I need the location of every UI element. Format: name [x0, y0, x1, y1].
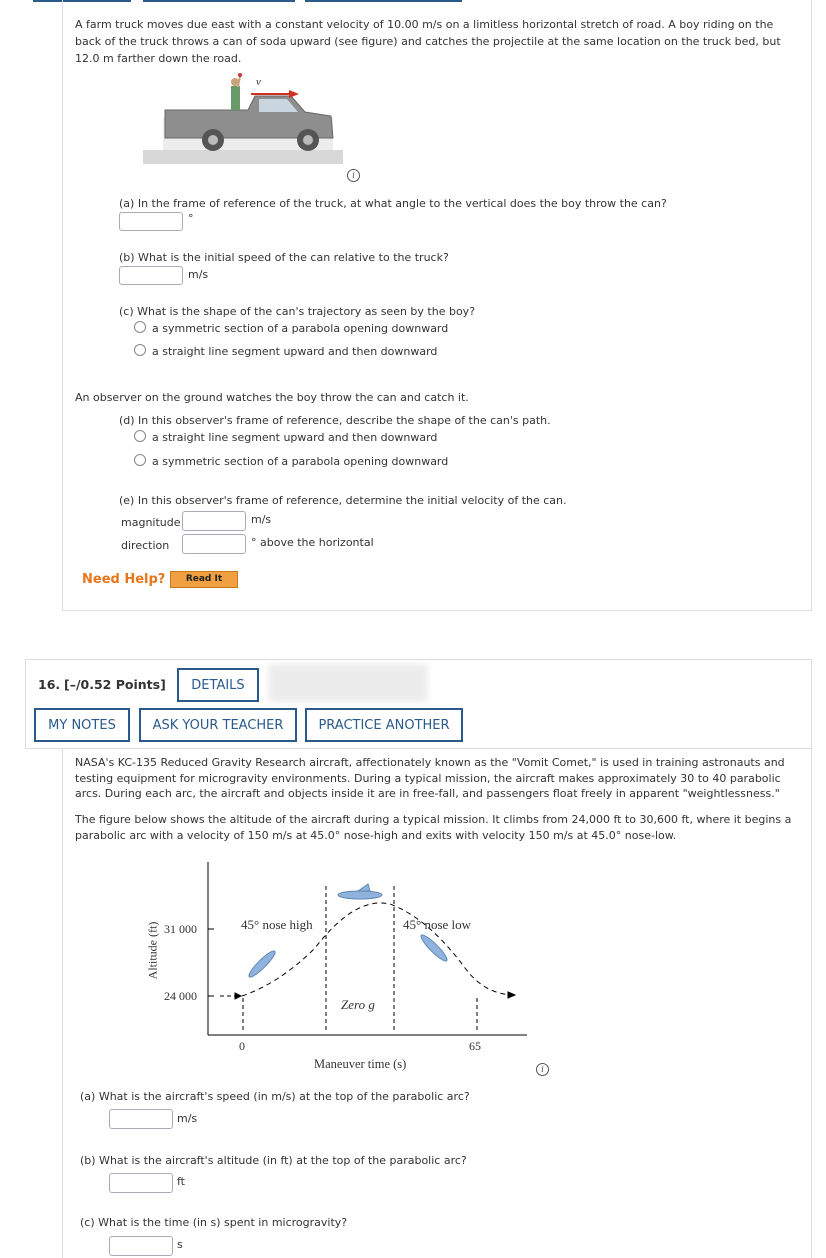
plane-top: [338, 891, 382, 899]
q16-part-b: (b) What is the aircraft's altitude (in ft) at the top of the parabolic arc?: [80, 1154, 467, 1167]
altitude-figure: [140, 858, 540, 1058]
c-opt1-label: a symmetric section of a parabola opening downward: [152, 322, 449, 335]
q15-part-e: (e) In this observer's frame of reference, determine the initial velocity of the can.: [119, 494, 567, 507]
direction-unit: ° above the horizontal: [251, 536, 374, 549]
zero-g-label: Zero g: [341, 997, 375, 1012]
q16-p2-line: parabolic arc with a velocity of 150 m/s at 45.0° nose-high and exits with velocity 150 m/s at 45.0° nose-low.: [75, 828, 677, 842]
q16-points: [–/0.52 Points]: [64, 677, 166, 692]
q16-p1-line: NASA's KC-135 Reduced Gravity Research aircraft, affectionately known as the "Vomit Comet," is used in training astronauts and: [75, 756, 785, 769]
q16-b-input[interactable]: [109, 1173, 173, 1193]
y-tick-low-label: 24 000: [164, 989, 197, 1003]
radio-c-opt2[interactable]: [134, 344, 146, 356]
ms-unit: m/s: [188, 268, 209, 281]
q15-intro-line: A farm truck moves due east with a constant velocity of 10.00 m/s on a limitless horizontal stretch of road. A boy riding on the: [75, 18, 774, 31]
magnitude-input[interactable]: [182, 511, 246, 531]
truck-figure: [143, 72, 343, 167]
x-tick-start-label: 0: [239, 1039, 245, 1053]
q15-intro-line: 12.0 m farther down the road.: [75, 52, 242, 65]
magnitude-label: magnitude: [121, 516, 181, 529]
q16-a-unit: m/s: [177, 1112, 198, 1125]
radio-c-opt1[interactable]: [134, 321, 146, 333]
boy-figure: [231, 86, 240, 110]
q16-c-unit: s: [177, 1238, 183, 1251]
q16-p2-line: The figure below shows the altitude of the aircraft during a typical mission. It climbs from 24,000 ft to 30,600 ft, where it begins a: [75, 813, 792, 826]
q16-a-input[interactable]: [109, 1109, 173, 1129]
q16-part-c: (c) What is the time (in s) spent in microgravity?: [80, 1216, 348, 1229]
velocity-label: v⃗: [256, 76, 270, 88]
ask-teacher-button[interactable]: ASK YOUR TEACHER: [139, 708, 297, 742]
q16-p1-line: arcs. During each arc, the aircraft and objects inside it are in free-fall, and passengers float freely in apparent "weightlessness.": [75, 787, 780, 800]
y-tick-high-label: 31 000: [164, 922, 197, 936]
soda-can: [238, 73, 242, 77]
q15-intro: [75, 16, 810, 67]
q16-part-a: (a) What is the aircraft's speed (in m/s) at the top of the parabolic arc?: [80, 1090, 470, 1103]
nose-low-label: 45° nose low: [403, 917, 472, 932]
my-notes-button[interactable]: MY NOTES: [34, 708, 130, 742]
q16-c-input[interactable]: [109, 1236, 173, 1256]
degree-unit: °: [188, 212, 194, 225]
direction-input[interactable]: [182, 534, 246, 554]
y-axis-label: Altitude (ft): [145, 921, 160, 980]
plane-nose-high: [246, 948, 277, 979]
q16-b-unit: ft: [177, 1175, 185, 1188]
q15-b-input[interactable]: [119, 266, 183, 285]
read-it-button[interactable]: Read It: [170, 571, 238, 588]
nose-high-label: 45° nose high: [241, 917, 313, 932]
q15-part-d: (d) In this observer's frame of reference, describe the shape of the can's path.: [119, 414, 551, 427]
q16-p1-line: testing equipment for microgravity environments. During a typical mission, the aircraft makes approximately 30 to 40 parabolic: [75, 771, 781, 785]
q16-paragraph-1: [75, 755, 810, 802]
need-help-label: Need Help?: [82, 572, 166, 587]
q16-paragraph-2: [75, 812, 810, 843]
plane-nose-low: [418, 932, 449, 963]
x-tick-end-label: 65: [469, 1039, 481, 1053]
d-opt1-label: a straight line segment upward and then downward: [152, 431, 438, 444]
q15-part-b: (b) What is the initial speed of the can relative to the truck?: [119, 251, 449, 264]
d-opt2-label: a symmetric section of a parabola opening downward: [152, 455, 449, 468]
road: [143, 150, 343, 164]
q16-number: 16.: [38, 677, 61, 692]
blurred-button: [268, 664, 428, 702]
c-opt2-label: a straight line segment upward and then downward: [152, 345, 438, 358]
info-icon[interactable]: i: [347, 169, 360, 182]
q15-part-c: (c) What is the shape of the can's trajectory as seen by the boy?: [119, 305, 476, 318]
practice-another-button[interactable]: PRACTICE ANOTHER: [305, 708, 463, 742]
details-button[interactable]: DETAILS: [177, 668, 259, 702]
observer-text: An observer on the ground watches the boy throw the can and catch it.: [75, 391, 469, 404]
info-icon[interactable]: i: [536, 1063, 549, 1076]
q15-intro-line: back of the truck throws a can of soda upward (see figure) and catches the projectile at the same location on the truck bed, but: [75, 35, 781, 48]
radio-d-opt1[interactable]: [134, 430, 146, 442]
magnitude-unit: m/s: [251, 513, 272, 526]
q15-part-a: (a) In the frame of reference of the truck, at what angle to the vertical does the boy throw the can?: [119, 197, 667, 210]
radio-d-opt2[interactable]: [134, 454, 146, 466]
direction-label: direction: [121, 539, 170, 552]
q15-a-input[interactable]: [119, 212, 183, 231]
x-axis-label: Maneuver time (s): [314, 1057, 407, 1071]
